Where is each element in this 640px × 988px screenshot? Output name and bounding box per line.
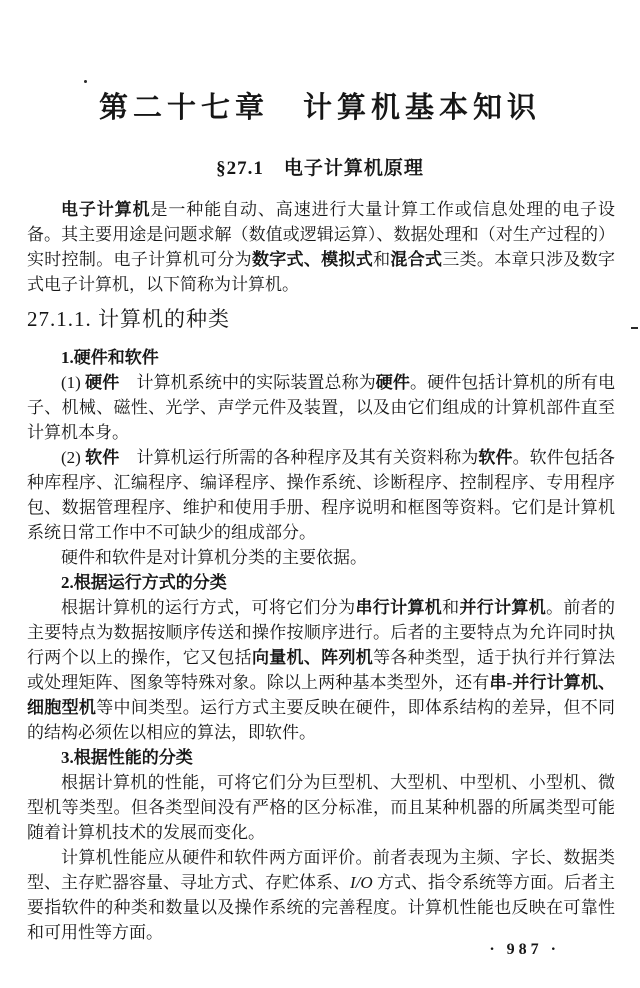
numbered-subheading	[27, 570, 615, 595]
paragraph	[27, 370, 615, 445]
text-segment: 串行计算机	[355, 598, 443, 617]
text-segment: 三类。本章只涉及数字式电子计算机，以下简称为计算机。	[27, 250, 616, 294]
paragraph	[27, 845, 615, 945]
page-number: · 987 ·	[489, 941, 560, 958]
text-segment: 硬件	[85, 373, 120, 392]
text-segment: 。前者的主要特点为数据按顺序传送和操作按顺序进行。后者的主要特点为允许同时执行两个以上的操作，它又包括	[27, 598, 616, 667]
text-segment: 计算机系统中的实际装置总称为	[119, 373, 376, 392]
text-segment: 。硬件包括计算机的所有电子、机械、磁性、光学、声学元件及装置，以及由它们组成的计算机部件直至计算机本身。	[27, 373, 616, 442]
intro-paragraphs	[27, 197, 615, 297]
paragraph	[27, 595, 615, 745]
text-segment: 混合式	[390, 250, 443, 269]
text-segment: 等中间类型。运行方式主要反映在硬件，即体系结构的差异，但不同的结构必须佐以相应的算法，即软件。	[27, 698, 616, 742]
paragraph	[27, 770, 615, 845]
body-paragraphs	[27, 345, 615, 945]
text-segment: 2.根据运行方式的分类	[61, 573, 227, 592]
text-segment: 3.根据性能的分类	[61, 748, 193, 767]
text-segment: 根据计算机的运行方式，可将它们分为	[61, 598, 356, 617]
text-segment: 是一种能自动、高速进行大量计算工作或信息处理的电子设备。其主要用途是问题求解（数值或逻辑运算）、数据处理和（对生产过程的）实时控制。电子计算机可分为	[27, 200, 615, 269]
text-segment: 硬件	[375, 373, 410, 392]
paragraph	[27, 445, 615, 545]
text-segment: 软件	[85, 448, 120, 467]
text-segment: 方式、指令系统等方面。后者主要指软件的种类和数量以及操作系统的完善程度。计算机性能也反映在可靠性和可用性等方面。	[27, 873, 616, 942]
paragraph	[27, 197, 615, 297]
subsection-heading: 27.1.1. 计算机的种类	[27, 307, 230, 331]
text-segment: I/O	[350, 873, 373, 892]
section-title: §27.1 电子计算机原理	[216, 158, 424, 179]
text-segment: 向量机、阵列机	[251, 648, 374, 667]
scan-dash-artifact	[631, 327, 638, 329]
text-segment: 并行计算机	[459, 598, 547, 617]
text-segment: 串-并行计算机、细胞型机	[27, 673, 615, 717]
text-segment: 计算机运行所需的各种程序及其有关资料称为	[119, 448, 479, 467]
text-segment: 根据计算机的性能，可将它们分为巨型机、大型机、中型机、小型机、微型机等类型。但各类型间没有严格的区分标准，而且某种机器的所属类型可能随着计算机技术的发展而变化。	[27, 773, 615, 842]
numbered-subheading	[27, 345, 615, 370]
chapter-title: 第二十七章 计算机基本知识	[98, 92, 541, 124]
text-segment: 计算机性能应从硬件和软件两方面评价。前者表现为主频、字长、数据类型、主存贮器容量、寻址方式、存贮体系、	[27, 848, 615, 892]
paragraph	[27, 545, 615, 570]
text-segment: 。软件包括各种库程序、汇编程序、编译程序、操作系统、诊断程序、控制程序、专用程序包、数据管理程序、维护和使用手册、程序说明和框图等资料。它们是计算机系统日常工作中不可缺少的组成部分。	[27, 448, 616, 542]
text-segment: (2)	[61, 448, 86, 467]
text-segment: 电子计算机	[61, 200, 151, 219]
text-segment: 等各种类型，适于执行并行算法或处理矩阵、图象等特殊对象。除以上两种基本类型外，还有	[27, 648, 616, 692]
text-segment: 数字式、模拟式	[251, 250, 374, 269]
text-segment: (1)	[61, 373, 86, 392]
text-segment: 软件	[478, 448, 513, 467]
text-segment: 和	[373, 250, 391, 269]
text-segment: 硬件和软件是对计算机分类的主要依据。	[61, 548, 367, 567]
scan-speck-artifact	[84, 80, 87, 83]
text-segment: 1.硬件和软件	[61, 348, 159, 367]
numbered-subheading	[27, 745, 615, 770]
text-segment: 和	[442, 598, 460, 617]
